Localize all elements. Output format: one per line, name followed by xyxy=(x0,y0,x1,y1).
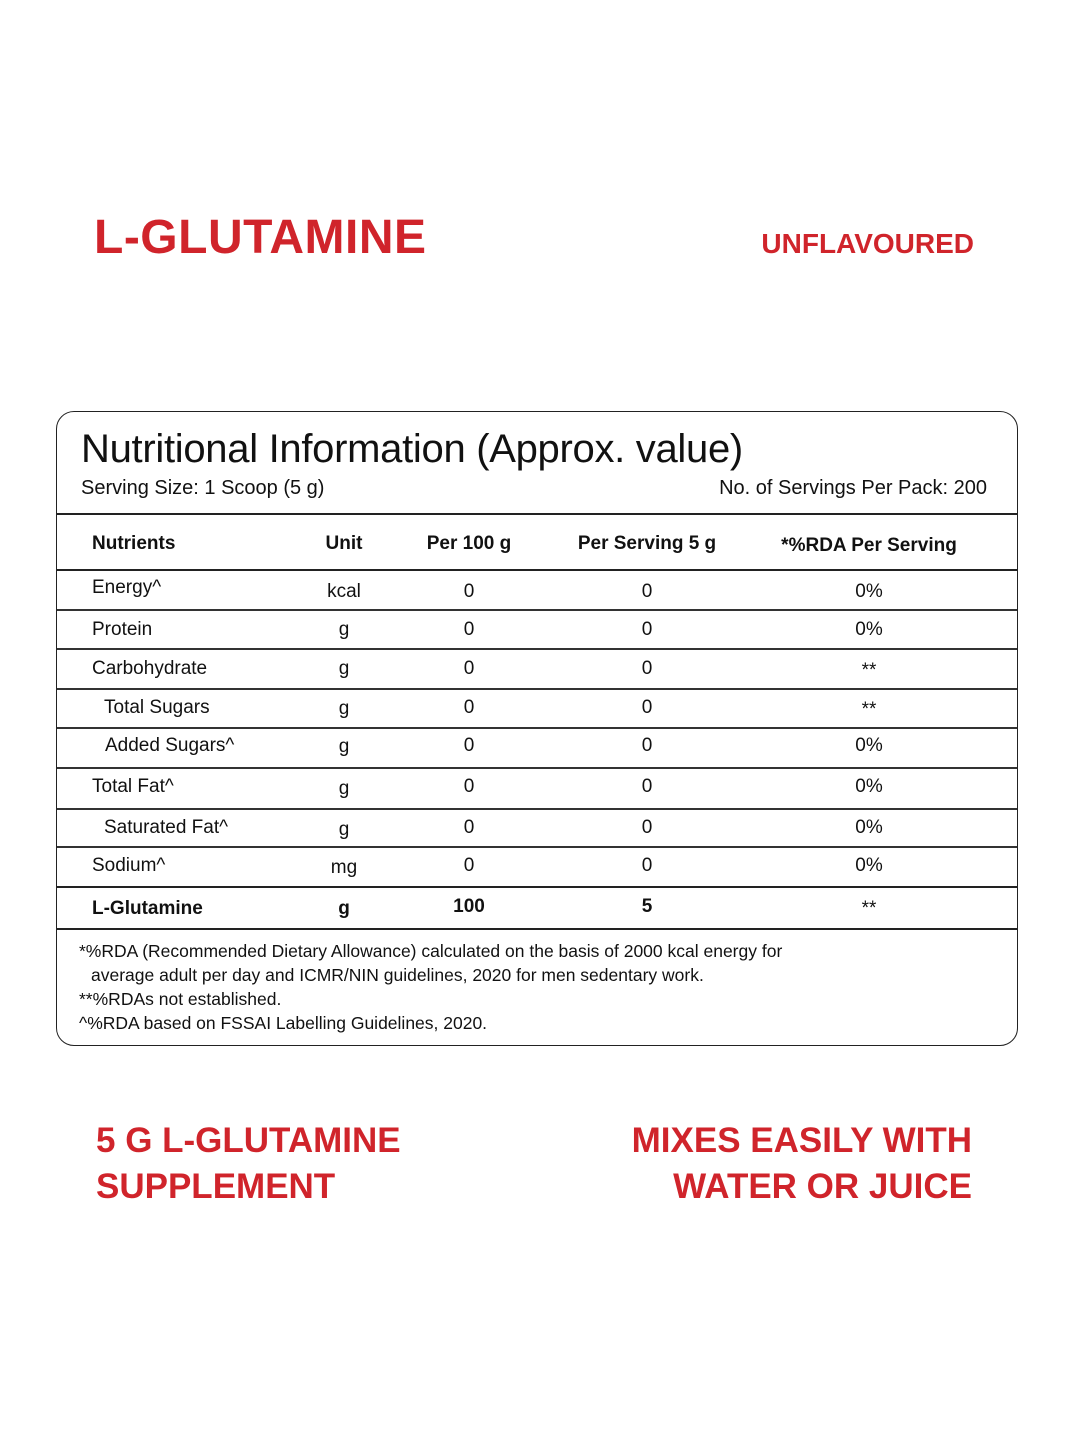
column-header-per-serving: Per Serving 5 g xyxy=(577,533,717,554)
nutrient-unit: g xyxy=(338,778,350,799)
per100-value: 0 xyxy=(463,658,475,679)
servings-per-pack: No. of Servings Per Pack: 200 xyxy=(719,477,987,499)
row-divider xyxy=(57,846,1017,848)
per-serving-value: 0 xyxy=(641,697,653,718)
column-header-nutrients: Nutrients xyxy=(92,533,176,554)
rda-value: 0% xyxy=(855,619,883,640)
per100-value: 0 xyxy=(463,581,475,602)
column-header-per100: Per 100 g xyxy=(426,533,512,554)
nutrient-name: Added Sugars^ xyxy=(105,735,235,756)
nutrient-unit: g xyxy=(338,698,350,719)
row-divider xyxy=(57,727,1017,729)
row-divider xyxy=(57,886,1017,888)
rda-value: 0% xyxy=(855,735,883,756)
row-divider xyxy=(57,688,1017,690)
column-header-rda: *%RDA Per Serving xyxy=(781,535,957,556)
footnote-fssai: ^%RDA based on FSSAI Labelling Guidelines, 2020. xyxy=(79,1013,488,1033)
nutrient-name: L-Glutamine xyxy=(92,898,203,919)
nutrient-name: Carbohydrate xyxy=(92,658,208,679)
nutrient-name: Total Sugars xyxy=(104,697,210,718)
per-serving-value: 0 xyxy=(641,817,653,838)
per100-value: 0 xyxy=(463,697,475,718)
per-serving-value: 0 xyxy=(641,735,653,756)
per100-value: 0 xyxy=(463,855,475,876)
per100-value: 100 xyxy=(453,896,485,917)
per100-value: 0 xyxy=(463,817,475,838)
rda-value: 0% xyxy=(855,581,883,602)
nutrient-unit: g xyxy=(338,819,350,840)
header-bottom-rule xyxy=(57,569,1017,571)
per100-value: 0 xyxy=(463,735,475,756)
rda-value: 0% xyxy=(855,817,883,838)
per100-value: 0 xyxy=(463,776,475,797)
column-header-unit: Unit xyxy=(325,533,363,554)
row-divider xyxy=(57,767,1017,769)
claim-mixability-line-2: WATER OR JUICE xyxy=(673,1167,972,1206)
per-serving-value: 0 xyxy=(641,581,653,602)
per100-value: 0 xyxy=(463,619,475,640)
serving-size: Serving Size: 1 Scoop (5 g) xyxy=(81,477,325,499)
nutrient-unit: mg xyxy=(330,857,358,878)
claim-dose xyxy=(96,1118,401,1210)
claim-dose-line-1: 5 G L-GLUTAMINE xyxy=(96,1121,401,1160)
per-serving-value: 5 xyxy=(641,896,653,917)
rda-value: ** xyxy=(861,898,877,919)
nutrient-unit: kcal xyxy=(327,581,361,602)
nutrient-name: Protein xyxy=(92,619,153,640)
rda-value: ** xyxy=(861,699,877,720)
row-divider xyxy=(57,648,1017,650)
footnote-top-rule xyxy=(57,928,1017,930)
nutrient-name: Energy^ xyxy=(92,577,162,598)
per-serving-value: 0 xyxy=(641,855,653,876)
rda-value: 0% xyxy=(855,776,883,797)
rda-value: 0% xyxy=(855,855,883,876)
nutrient-name: Sodium^ xyxy=(92,855,166,876)
row-divider xyxy=(57,808,1017,810)
footnote-rda: *%RDA (Recommended Dietary Allowance) calculated on the basis of 2000 kcal energy for xyxy=(79,941,783,961)
claim-mixability-line-1: MIXES EASILY WITH xyxy=(631,1121,972,1160)
nutrition-panel xyxy=(56,411,1018,1046)
nutrient-name: Saturated Fat^ xyxy=(104,817,229,838)
flavour-label: UNFLAVOURED xyxy=(761,228,974,259)
nutrient-name: Total Fat^ xyxy=(92,776,174,797)
claim-dose-line-2: SUPPLEMENT xyxy=(96,1167,336,1206)
panel-title: Nutritional Information (Approx. value) xyxy=(81,427,743,471)
footnote-not-established: **%RDAs not established. xyxy=(79,989,282,1009)
per-serving-value: 0 xyxy=(641,619,653,640)
claim-mixability xyxy=(632,1118,972,1210)
per-serving-value: 0 xyxy=(641,658,653,679)
nutrient-unit: g xyxy=(338,619,350,640)
footnote-rda-continued: average adult per day and ICMR/NIN guidelines, 2020 for men sedentary work. xyxy=(91,965,704,985)
per-serving-value: 0 xyxy=(641,776,653,797)
header-top-rule xyxy=(57,513,1017,515)
product-title: L-GLUTAMINE xyxy=(94,211,427,264)
rda-value: ** xyxy=(861,660,877,681)
row-divider xyxy=(57,609,1017,611)
nutrient-unit: g xyxy=(338,658,350,679)
nutrient-unit: g xyxy=(338,736,350,757)
nutrient-unit: g xyxy=(338,898,350,919)
